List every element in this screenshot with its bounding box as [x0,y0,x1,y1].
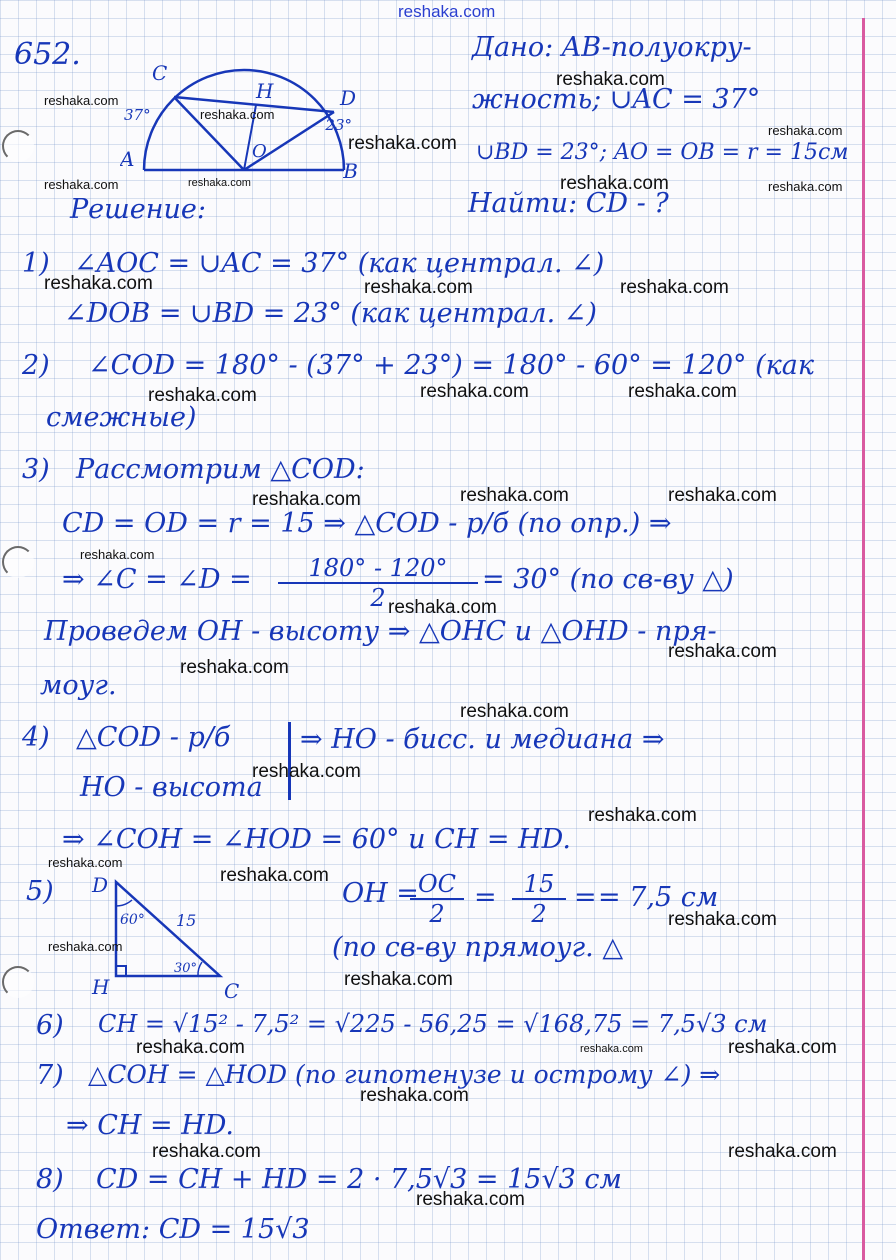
step-5-line-1: OH = [342,878,419,909]
step-6-number: 6) [36,1010,64,1041]
step-2-line-1: ∠COD = 180° - (37° + 23°) = 180° - 60° = 120° (как [88,350,814,381]
watermark: reshaka.com [360,1085,469,1106]
label-b: B [343,159,358,183]
given-line-1: Дано: AB-полуокру- [472,32,752,63]
watermark: reshaka.com [560,173,669,194]
step-3-line-6: моуг. [40,670,117,701]
problem-number: 652. [14,37,81,72]
watermark: reshaka.com [420,381,529,402]
watermark: reshaka.com [44,177,119,192]
watermark: reshaka.com [416,1189,525,1210]
binder-hole [2,546,34,578]
label-arc-bd: 23° [325,116,352,134]
watermark: reshaka.com [460,485,569,506]
tri-side-15: 15 [176,911,197,930]
watermark: reshaka.com [728,1037,837,1058]
watermark: reshaka.com [252,489,361,510]
watermark: reshaka.com [628,381,737,402]
watermark: reshaka.com [148,385,257,406]
angle-arc-d [116,900,132,906]
step-1-line-2: ∠DOB = ∪BD = 23° (как централ. ∠) [64,298,597,329]
step-7-line-2: ⇒ CH = HD. [66,1110,235,1141]
step-3-line-5: Проведем OH - высоту ⇒ △OHC и △OHD - пря- [44,616,717,647]
watermark: reshaka.com [728,1141,837,1162]
step-4-line-2: HO - высота [80,772,263,803]
watermark: reshaka.com [344,969,453,990]
watermark: reshaka.com [180,657,289,678]
triangle-dhc [116,882,220,976]
tri-label-h: H [92,975,110,999]
tri-angle-c: 30° [174,961,198,976]
tri-label-c: C [224,979,240,1002]
given-line-3: ∪BD = 23°; AO = OB = r = 15см [476,140,849,165]
step-5-number: 5) [26,876,54,907]
step-5-fraction-1 [410,872,464,926]
step-3-number: 3) [22,454,50,485]
watermark: reshaka.com [668,641,777,662]
step-3-line-3: ⇒ ∠C = ∠D = [62,564,252,595]
step-5-fraction-1-den: 2 [429,900,445,928]
watermark: reshaka.com [48,939,123,954]
step-3-line-2: CD = OD = r = 15 ⇒ △COD - р/б (по опр.) ⇒ [62,508,672,539]
watermark-top[interactable]: reshaka.com [398,2,496,21]
label-o: O [252,141,267,162]
watermark: reshaka.com [252,761,361,782]
watermark: reshaka.com [188,177,251,189]
step-3-fraction-num: 180° - 120° [278,556,478,584]
watermark: reshaka.com [620,277,729,298]
binder-hole [2,130,34,162]
watermark: reshaka.com [588,805,697,826]
watermark: reshaka.com [80,547,155,562]
angle-arc-c [198,962,202,976]
step-4-number: 4) [22,722,50,753]
step-6-line-1: CH = √15² - 7,5² = √225 - 56,25 = √168,75 = 7,5√3 см [98,1010,768,1038]
step-2-line-2: смежные) [46,402,197,433]
given-line-2: жность; ∪AC = 37° [472,84,761,115]
watermark: reshaka.com [580,1043,643,1055]
watermark: reshaka.com [136,1037,245,1058]
step-5-eq-2: = [574,882,597,913]
watermark: reshaka.com [220,865,329,886]
step-8-line-1: CD = CH + HD = 2 · 7,5√3 = 15√3 см [96,1164,622,1195]
watermark: reshaka.com [668,485,777,506]
step-3-fraction-den: 2 [370,584,386,612]
step-5-result: = 7,5 см [598,882,719,913]
step-7-line-1: △COH = △HOD (по гипотенузе и острому ∠) ⇒ [88,1060,721,1089]
step-5-eq-1: = [474,882,497,913]
watermark: reshaka.com [768,123,843,138]
step-1-number: 1) [22,248,50,279]
step-5-fraction-2-den: 2 [531,900,547,928]
margin-line [862,18,865,1260]
watermark: reshaka.com [44,93,119,108]
solution-title: Решение: [70,194,206,225]
watermark: reshaka.com [200,107,275,122]
watermark: reshaka.com [152,1141,261,1162]
watermark: reshaka.com [388,597,497,618]
label-a: A [120,147,135,171]
step-5-fraction-1-num: OC [410,872,464,900]
watermark: reshaka.com [48,855,123,870]
label-c: C [152,61,168,85]
answer-line: Ответ: CD = 15√3 [36,1214,310,1245]
watermark: reshaka.com [768,179,843,194]
step-5-line-2: (по св-ву прямоуг. △ [332,932,624,963]
step-8-number: 8) [36,1164,64,1195]
tri-label-d: D [92,873,109,897]
watermark: reshaka.com [44,273,153,294]
step-5-fraction-2-num: 15 [512,872,566,900]
step-2-number: 2) [22,350,50,381]
find-line: Найти: CD - ? [468,188,669,219]
right-angle-mark [116,966,126,976]
step-3-line-4: = 30° (по св-ву △) [482,564,734,595]
watermark: reshaka.com [364,277,473,298]
binder-hole [2,966,34,998]
watermark: reshaka.com [348,133,457,154]
step-4-line-4: ⇒ ∠COH = ∠HOD = 60° и CH = HD. [62,824,571,855]
label-h: H [256,79,274,103]
watermark: reshaka.com [460,701,569,722]
step-4-line-3: ⇒ HO - бисс. и медиана ⇒ [300,724,665,755]
watermark: reshaka.com [556,69,665,90]
label-d: D [340,86,357,110]
label-arc-ac: 37° [124,106,151,124]
watermark: reshaka.com [668,909,777,930]
right-triangle-figure [88,872,258,1002]
step-3-line-1: Рассмотрим △COD: [76,454,365,485]
step-4-line-1: △COD - р/б [76,722,231,753]
step-1-line-1: ∠AOC = ∪AC = 37° (как централ. ∠) [74,248,605,279]
step-7-number: 7) [36,1060,64,1091]
step-5-fraction-2 [512,872,566,926]
tri-angle-top: 60° [120,912,145,928]
